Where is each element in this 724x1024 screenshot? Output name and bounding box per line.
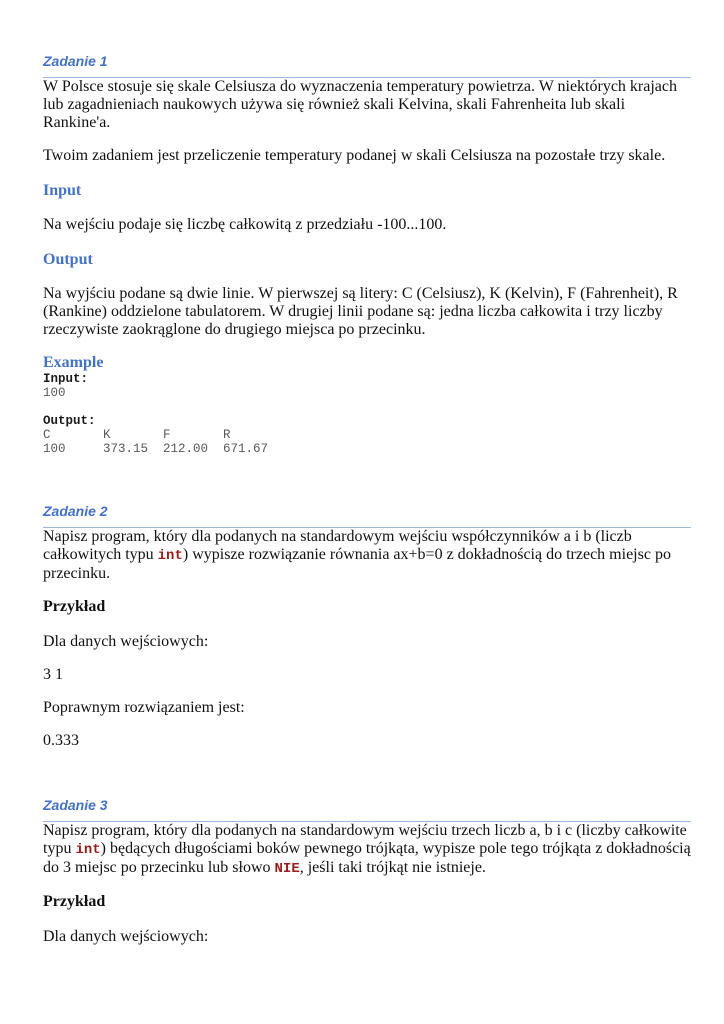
section-2-text-part1: Napisz program, który dla podanych na standardowym wejściu współczynników a i b (liczb całkowitych typu <box>43 528 632 563</box>
section-zadanie-3 <box>43 796 691 946</box>
section-3-text-part3: , jeśli taki trójkąt nie istnieje. <box>299 859 486 876</box>
section-1-output-heading: Output <box>43 251 93 268</box>
section-1-example-code-block <box>43 372 691 456</box>
section-2-input-label: Dla danych wejściowych: <box>43 633 209 650</box>
section-1-heading: Zadanie 1 <box>43 52 691 78</box>
section-3-text-part2: ) będących długościami boków pewnego trójkąta, wypisze pole tego trójkąta z dokładnością do 3 miejsc po przecinku lub słowo <box>43 840 691 876</box>
example-output-header-row: C K F R <box>43 428 231 442</box>
section-2-task-paragraph <box>43 528 691 583</box>
section-3-input-label: Dla danych wejściowych: <box>43 928 209 945</box>
example-blank-line <box>43 400 691 414</box>
section-1-input-description: Na wejściu podaje się liczbę całkowitą z przedziału -100...100. <box>43 216 447 233</box>
section-2-output-label: Poprawnym rozwiązaniem jest: <box>43 699 245 716</box>
example-input-value: 100 <box>43 386 66 400</box>
section-2-heading: Zadanie 2 <box>43 502 691 528</box>
section-1-input-heading: Input <box>43 182 82 199</box>
section-1-task-paragraph: Twoim zadaniem jest przeliczenie temperatury podanej w skali Celsiusza na pozostałe trzy skale. <box>43 147 666 164</box>
section-1-example-heading: Example <box>43 354 104 371</box>
section-2-output-value: 0.333 <box>43 732 79 749</box>
section-3-heading: Zadanie 3 <box>43 796 691 822</box>
section-zadanie-2 <box>43 502 691 750</box>
section-3-task-paragraph <box>43 822 691 878</box>
section-3-inline-code-int: int <box>75 842 101 858</box>
section-2-text-part2: ) wypisze rozwiązanie równania ax+b=0 z dokładnością do trzech miejsc po przecinku. <box>43 546 671 582</box>
section-3-przyklad-heading: Przykład <box>43 893 106 910</box>
section-2-input-value: 3 1 <box>43 666 63 683</box>
section-2-przyklad-heading: Przykład <box>43 598 106 615</box>
section-1-output-description: Na wyjściu podane są dwie linie. W pierwszej są litery: C (Celsiusz), K (Kelvin), F (Fahrenheit), R (Rankine) oddzielone tabulatorem. W drugiej linii podane są: jedna liczba całkowita i trzy liczby rzeczywiste zaokrąglone do drugiego miejsca po przecinku. <box>43 285 678 338</box>
section-zadanie-1 <box>43 52 691 456</box>
example-output-label: Output: <box>43 414 96 428</box>
section-1-intro-paragraph: W Polsce stosuje się skale Celsiusza do wyznaczenia temperatury powietrza. W niektórych krajach lub zagadnieniach naukowych używa się również skali Kelvina, skali Fahrenheita lub skali Rankine'a. <box>43 78 678 131</box>
section-3-text-part1: Napisz program, który dla podanych na standardowym wejściu trzech liczb a, b i c (liczby całkowite typu <box>43 822 687 857</box>
section-3-inline-code-nie: NIE <box>274 861 300 877</box>
example-input-label: Input: <box>43 372 89 386</box>
example-output-value-row: 100 373.15 212.00 671.67 <box>43 442 269 456</box>
section-2-inline-code-int: int <box>157 548 183 564</box>
